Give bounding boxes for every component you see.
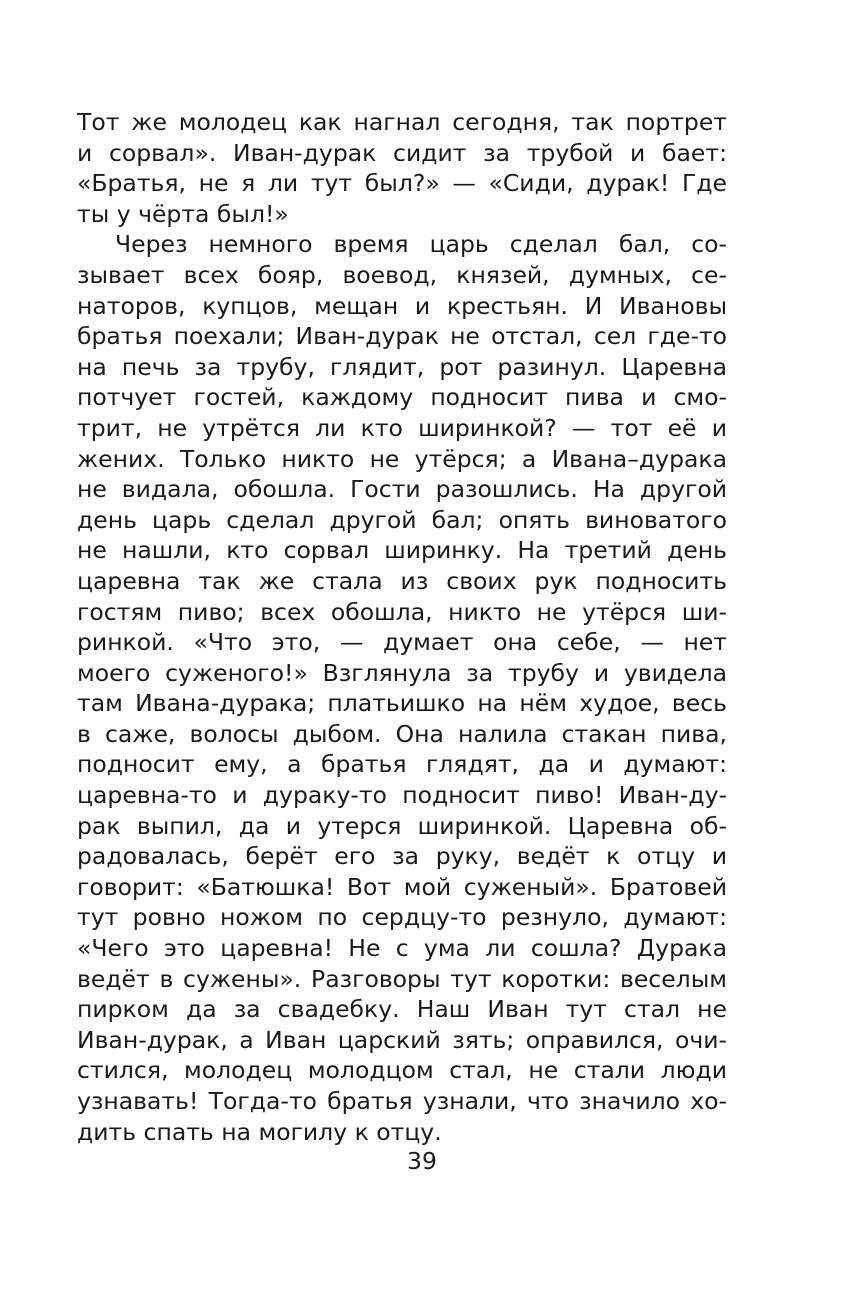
text-line: пирком да за свадебку. Наш Иван тут стал не <box>77 995 727 1024</box>
text-line: радовалась, берёт его за руку, ведёт к отцу и <box>77 842 727 871</box>
text-line: трит, не утрётся ли кто ширинкой? — тот её и <box>77 413 727 442</box>
paragraph-2 <box>77 229 727 1147</box>
text-line: «Братья, не я ли тут был?» — «Сиди, дурак! Где <box>77 169 727 198</box>
text-line: ведёт в сужены». Разговоры тут коротки: веселым <box>77 964 727 993</box>
text-line: зывает всех бояр, воевод, князей, думных, се- <box>77 260 727 289</box>
text-line: стился, молодец молодцом стал, не стали люди <box>77 1056 727 1085</box>
text-line: подносит ему, а братья глядят, да и думают: <box>77 750 727 779</box>
text-line: не видала, обошла. Гости разошлись. На другой <box>77 475 727 504</box>
text-line: рак выпил, да и утерся ширинкой. Царевна об- <box>77 811 727 840</box>
text-line: не нашли, кто сорвал ширинку. На третий день <box>77 536 727 565</box>
text-line: потчует гостей, каждому подносит пива и смо- <box>77 383 727 412</box>
paragraph-1 <box>77 107 727 229</box>
text-line: Иван-дурак, а Иван царский зять; оправился, очи- <box>77 1025 727 1054</box>
text-line: на печь за трубу, глядит, рот разинул. Царевна <box>77 352 727 381</box>
text-line: царевна-то и дураку-то подносит пиво! Иван-ду- <box>77 781 727 810</box>
body-text <box>77 107 727 1147</box>
text-line: гостям пиво; всех обошла, никто не утёрся ши- <box>77 597 727 626</box>
text-line: Тот же молодец как нагнал сегодня, так портрет <box>77 108 727 136</box>
text-line: наторов, купцов, мещан и крестьян. И Ивановы <box>77 291 727 320</box>
text-line: жених. Только никто не утёрся; а Ивана–дурака <box>77 444 727 473</box>
text-line: ринкой. «Что это, — думает она себе, — нет <box>77 628 727 657</box>
text-line: говорит: «Батюшка! Вот мой суженый». Братовей <box>77 872 727 901</box>
text-line: в саже, волосы дыбом. Она налила стакан пива, <box>77 719 727 748</box>
text-line: тут ровно ножом по сердцу-то резнуло, думают: <box>77 903 727 932</box>
text-line: братья поехали; Иван-дурак не отстал, сел где-то <box>77 322 727 351</box>
text-line: узнавать! Тогда-то братья узнали, что значило хо- <box>77 1087 727 1115</box>
text-line: там Ивана-дурака; платьишко на нём худое, весь <box>77 689 727 718</box>
text-line: моего суженого!» Взглянула за трубу и увидела <box>77 658 727 687</box>
text-line: ты у чёрта был!» <box>77 199 289 228</box>
text-line: дить спать на могилу к отцу. <box>77 1117 442 1146</box>
text-line: царевна так же стала из своих рук подносить <box>77 566 727 595</box>
text-line: Через немного время царь сделал бал, со- <box>115 230 727 259</box>
text-line: «Чего это царевна! Не с ума ли сошла? Дурака <box>77 934 727 963</box>
text-line: день царь сделал другой бал; опять виноватого <box>77 505 727 534</box>
text-line: и сорвал». Иван-дурак сидит за трубой и бает: <box>77 138 727 167</box>
page-number: 39 <box>407 1147 437 1175</box>
